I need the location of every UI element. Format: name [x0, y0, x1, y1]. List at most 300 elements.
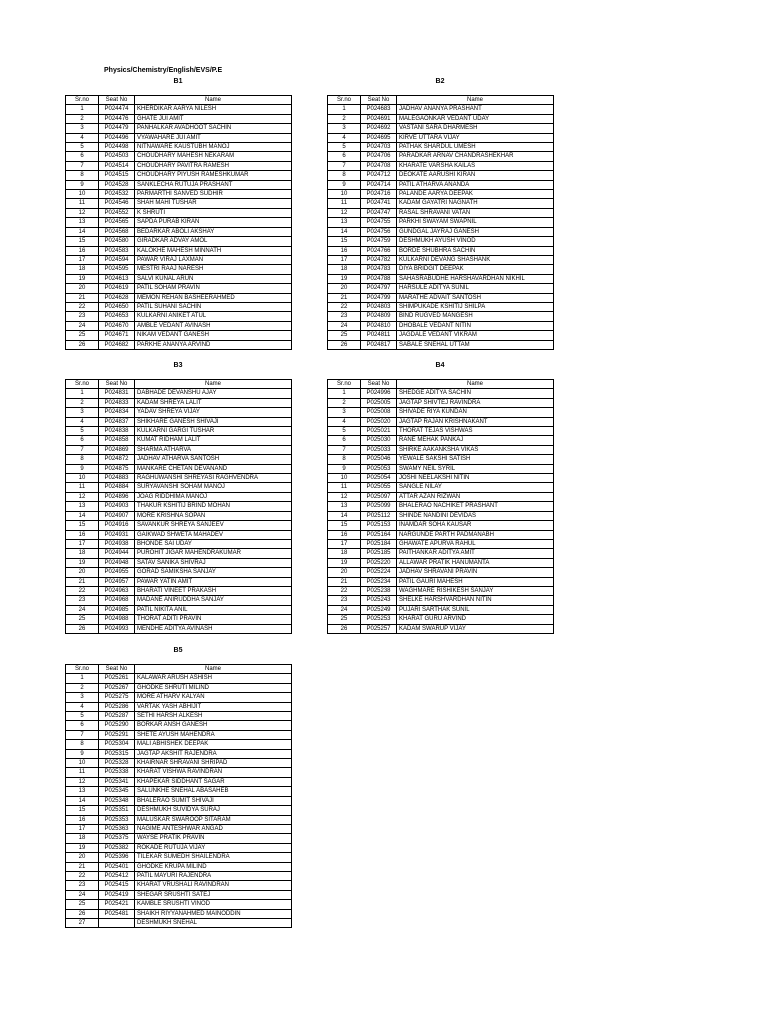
name-cell: KHARAT VISHWA RAVINDRAN	[135, 768, 292, 777]
table-row	[66, 806, 292, 815]
name-cell: NITNAWARE KAUSTUBH MANOJ	[135, 143, 292, 152]
table-row	[328, 596, 554, 605]
srno-header: Sr.no	[66, 380, 99, 389]
srno-cell: 9	[328, 180, 361, 189]
name-cell: THORAT TEJAS VISHWAS	[397, 427, 554, 436]
srno-cell: 6	[66, 152, 99, 161]
table-row	[328, 255, 554, 264]
name-cell: MESTRI RAAJ NARESH	[135, 265, 292, 274]
srno-cell: 17	[66, 824, 99, 833]
name-cell: JAGTAP AKSHIT RAJENDRA	[135, 749, 292, 758]
srno-cell: 23	[66, 881, 99, 890]
name-cell: CHOUDHARY PIYUSH RAMESHKUMAR	[135, 171, 292, 180]
name-cell: PUJARI SARTHAK SUNIL	[397, 605, 554, 614]
srno-cell: 16	[66, 246, 99, 255]
seat-no-cell: P025257	[361, 624, 397, 633]
name-cell: PUROHIT JIGAR MAHENDRAKUMAR	[135, 549, 292, 558]
srno-cell: 1	[328, 105, 361, 114]
seat-no-cell: P024869	[99, 445, 135, 454]
name-cell: MORE KRISHNA SOPAN	[135, 511, 292, 520]
seat-no-cell: P025021	[361, 427, 397, 436]
seat-no-cell: P024883	[99, 474, 135, 483]
table-row	[66, 815, 292, 824]
name-cell: PARKHI SWAYAM SWAPNIL	[397, 218, 554, 227]
name-cell: VASTANI SARA DHARMESH	[397, 124, 554, 133]
srno-cell: 20	[328, 284, 361, 293]
name-cell: RASAL SHRAVANI VATAN	[397, 208, 554, 217]
name-cell: ROKADE RUTUJA VIJAY	[135, 843, 292, 852]
table-row	[328, 114, 554, 123]
seat-no-cell: P025224	[361, 568, 397, 577]
table-row	[328, 340, 554, 349]
table-row	[328, 445, 554, 454]
table-row	[66, 721, 292, 730]
table-row	[66, 749, 292, 758]
table-row	[328, 312, 554, 321]
name-cell: RAGHUWANSHI SHREYASI RAGHVENDRA	[135, 474, 292, 483]
srno-cell: 1	[66, 389, 99, 398]
srno-header: Sr.no	[328, 380, 361, 389]
seat-no-cell: P024985	[99, 605, 135, 614]
srno-cell: 7	[328, 445, 361, 454]
seat-no-cell: P025184	[361, 539, 397, 548]
seat-no-cell: P025382	[99, 843, 135, 852]
seat-no-cell: P024716	[361, 190, 397, 199]
seat-no-cell: P025030	[361, 436, 397, 445]
srno-cell: 18	[66, 265, 99, 274]
table-row	[66, 558, 292, 567]
table-row	[66, 105, 292, 114]
seat-no-cell: P025412	[99, 871, 135, 880]
table-row	[66, 796, 292, 805]
srno-cell: 13	[66, 502, 99, 511]
seat-no-cell: P024799	[361, 293, 397, 302]
seat-no-cell: P025419	[99, 890, 135, 899]
name-cell: PARADKAR ARNAV CHANDRASHEKHAR	[397, 152, 554, 161]
name-cell: WAGHMARE RISHIKESH SANJAY	[397, 586, 554, 595]
table-row	[66, 455, 292, 464]
seat-no-cell: P024756	[361, 227, 397, 236]
srno-cell: 22	[328, 302, 361, 311]
seat-no-cell: P025275	[99, 693, 135, 702]
srno-cell: 21	[66, 293, 99, 302]
table-row	[66, 284, 292, 293]
name-cell: WAYSE PRATIK PRAVIN	[135, 834, 292, 843]
name-cell: BIND RUGVED MANGESH	[397, 312, 554, 321]
table-row	[328, 218, 554, 227]
seat-no-cell: P025008	[361, 408, 397, 417]
seat-no-cell: P024708	[361, 161, 397, 170]
name-cell: NARGUNDE PARTH PADMANABH	[397, 530, 554, 539]
srno-cell: 10	[328, 474, 361, 483]
name-cell: VYAWAHARE JUI AMIT	[135, 133, 292, 142]
srno-cell: 1	[328, 389, 361, 398]
table-row	[328, 624, 554, 633]
name-cell: NIKAM VEDANT GANESH	[135, 331, 292, 340]
seat-no-cell: P024474	[99, 105, 135, 114]
table-row	[66, 464, 292, 473]
srno-cell: 25	[66, 900, 99, 909]
srno-cell: 4	[328, 417, 361, 426]
name-cell: NAGIME ANTESHWAR ANGAD	[135, 824, 292, 833]
block-title: B3	[173, 362, 183, 369]
block-title: B2	[435, 78, 445, 85]
name-cell: JADHAV ANANYA PRASHANT	[397, 105, 554, 114]
name-cell: KUMAT RIDHAM LALIT	[135, 436, 292, 445]
srno-cell: 19	[328, 274, 361, 283]
table-row	[328, 568, 554, 577]
seat-no-cell: P024496	[99, 133, 135, 142]
table-row	[66, 683, 292, 692]
table-row	[66, 227, 292, 236]
table-row	[328, 398, 554, 407]
table-row	[66, 900, 292, 909]
srno-cell: 25	[328, 331, 361, 340]
srno-cell: 21	[66, 577, 99, 586]
table-row	[328, 474, 554, 483]
srno-cell: 12	[328, 208, 361, 217]
table-row	[328, 171, 554, 180]
seat-no-cell: P024580	[99, 237, 135, 246]
srno-cell: 6	[66, 436, 99, 445]
name-cell: BHARATI VINEET PRAKASH	[135, 586, 292, 595]
seat-no-cell: P025053	[361, 464, 397, 473]
name-cell: KADAM SWARUP VIJAY	[397, 624, 554, 633]
table-row	[66, 918, 292, 927]
name-header: Name	[135, 380, 292, 389]
table-row	[66, 871, 292, 880]
seat-no-cell: P025164	[361, 530, 397, 539]
seat-no-cell: P025249	[361, 605, 397, 614]
srno-cell: 16	[66, 530, 99, 539]
name-cell: SHAH MAHI TUSHAR	[135, 199, 292, 208]
name-cell: KULKARNI DEVANG SHASHANK	[397, 255, 554, 264]
seat-no-cell: P024692	[361, 124, 397, 133]
name-cell: JAGTAP RAJAN KRISHNAKANT	[397, 417, 554, 426]
block-title: B1	[173, 78, 183, 85]
srno-cell: 2	[66, 114, 99, 123]
seat-no-cell: P024515	[99, 171, 135, 180]
table-row	[328, 274, 554, 283]
seat-no-cell: P024476	[99, 114, 135, 123]
seat-no-cell: P025415	[99, 881, 135, 890]
table-row	[66, 768, 292, 777]
seat-no-cell: P025315	[99, 749, 135, 758]
name-cell: SHIKHARE GANESH SHIVAJI	[135, 417, 292, 426]
seat-no-cell: P024884	[99, 483, 135, 492]
seat-no-cell: P024788	[361, 274, 397, 283]
name-cell: SALUNKHE SNEHAL ABASAHEB	[135, 787, 292, 796]
seat-no-cell: P025348	[99, 796, 135, 805]
seat-no-cell: P024532	[99, 190, 135, 199]
name-cell: THORAT ADITI PRAVIN	[135, 615, 292, 624]
seat-no-cell: P024691	[361, 114, 397, 123]
seat-no-cell: P024546	[99, 199, 135, 208]
seat-no-cell: P024955	[99, 568, 135, 577]
srno-cell: 15	[328, 237, 361, 246]
name-cell: HARSULE ADITYA SUNIL	[397, 284, 554, 293]
page-heading: Physics/Chemistry/English/EVS/P.E	[104, 67, 223, 74]
seat-no-cell: P025234	[361, 577, 397, 586]
name-cell: PATIL MAYURI RAJENDRA	[135, 871, 292, 880]
name-header: Name	[135, 96, 292, 105]
seat-no-header: Seat No	[361, 96, 397, 105]
seat-no-cell: P025238	[361, 586, 397, 595]
name-header: Name	[397, 380, 554, 389]
table-row	[66, 843, 292, 852]
seat-no-cell: P024783	[361, 265, 397, 274]
name-cell: JAGTAP SHIVTEJ RAVINDRA	[397, 398, 554, 407]
srno-cell: 19	[328, 558, 361, 567]
name-cell: GHODKE SHRUTI MILIND	[135, 683, 292, 692]
block-title: B4	[435, 362, 445, 369]
seat-no-cell: P025005	[361, 398, 397, 407]
seat-no-cell: P025253	[361, 615, 397, 624]
seat-no-cell: P024568	[99, 227, 135, 236]
seat-no-cell: P025338	[99, 768, 135, 777]
srno-cell: 24	[66, 605, 99, 614]
srno-cell: 16	[328, 246, 361, 255]
seat-no-cell: P024875	[99, 464, 135, 473]
srno-cell: 19	[66, 558, 99, 567]
table-row	[66, 492, 292, 501]
name-cell: SETHI HARSH ALKESH	[135, 712, 292, 721]
seat-no-header: Seat No	[361, 380, 397, 389]
name-cell: GHATE JUI AMIT	[135, 114, 292, 123]
name-cell: GUNDGAL JAYRAJ GANESH	[397, 227, 554, 236]
seat-no-cell: P024528	[99, 180, 135, 189]
srno-cell: 9	[66, 180, 99, 189]
table-row	[66, 539, 292, 548]
srno-cell: 4	[66, 417, 99, 426]
srno-cell: 18	[66, 834, 99, 843]
table-row	[66, 199, 292, 208]
srno-cell: 23	[328, 312, 361, 321]
name-cell: DESHMUKH SNEHAL	[135, 918, 292, 927]
block-b4	[327, 362, 553, 634]
name-cell: YADAV SHREYA VIJAY	[135, 408, 292, 417]
name-cell: PATHAK SHARDUL UMESH	[397, 143, 554, 152]
srno-cell: 26	[66, 909, 99, 918]
table-row	[66, 237, 292, 246]
name-cell: KADAM SHREYA LALIT	[135, 398, 292, 407]
name-cell: DIYA BRIDGIT DEEPAK	[397, 265, 554, 274]
seat-no-cell: P025363	[99, 824, 135, 833]
srno-cell: 15	[328, 521, 361, 530]
srno-cell: 6	[328, 436, 361, 445]
table-row	[328, 152, 554, 161]
seat-no-cell: P024896	[99, 492, 135, 501]
srno-cell: 12	[328, 492, 361, 501]
table-row	[66, 152, 292, 161]
table-row	[328, 417, 554, 426]
seat-no-cell: P024903	[99, 502, 135, 511]
name-cell: RANE MEHAK PANKAJ	[397, 436, 554, 445]
table-row	[66, 265, 292, 274]
table-row	[66, 502, 292, 511]
seat-no-cell: P024872	[99, 455, 135, 464]
srno-cell: 13	[66, 218, 99, 227]
name-cell: SHELKE HARSHVARDHAN NITIN	[397, 596, 554, 605]
table-row	[66, 293, 292, 302]
table-row	[66, 474, 292, 483]
name-cell: SHAIKH RIYYANAHMED MAINODDIN	[135, 909, 292, 918]
srno-cell: 18	[328, 549, 361, 558]
srno-cell: 9	[328, 464, 361, 473]
name-cell: YEWALE SAKSHI SATISH	[397, 455, 554, 464]
table-row	[66, 586, 292, 595]
seat-no-cell: P025153	[361, 521, 397, 530]
srno-cell: 20	[66, 568, 99, 577]
srno-cell: 10	[66, 474, 99, 483]
block-title: B5	[173, 647, 183, 654]
name-cell: SHIMPUKADE KSHITIJ SHILPA	[397, 302, 554, 311]
name-cell: GORAD SAMIKSHA SANJAY	[135, 568, 292, 577]
table-row	[66, 312, 292, 321]
name-cell: PAITHANKAR ADITYA AMIT	[397, 549, 554, 558]
name-cell: JADHAV SHRAVANI PRAVIN	[397, 568, 554, 577]
name-cell: MARATHE ADVAIT SANTOSH	[397, 293, 554, 302]
srno-cell: 8	[328, 455, 361, 464]
name-cell: MALI ABHISHEK DEEPAK	[135, 740, 292, 749]
seat-no-cell: P025054	[361, 474, 397, 483]
table-row	[328, 492, 554, 501]
srno-cell: 21	[328, 293, 361, 302]
srno-cell: 8	[328, 171, 361, 180]
name-cell: PARKHE ANANYA ARVIND	[135, 340, 292, 349]
seat-no-cell: P024741	[361, 199, 397, 208]
name-cell: BORDE SHUBHRA SACHIN	[397, 246, 554, 255]
name-cell: ALLAWAR PRATIK HANUMANTA	[397, 558, 554, 567]
table-row	[66, 436, 292, 445]
name-cell: GHAWATE APURVA RAHUL	[397, 539, 554, 548]
srno-cell: 11	[66, 768, 99, 777]
table-row	[66, 521, 292, 530]
srno-cell: 5	[328, 427, 361, 436]
srno-cell: 24	[66, 321, 99, 330]
table-row	[328, 455, 554, 464]
table-row	[66, 398, 292, 407]
seat-no-cell: P025481	[99, 909, 135, 918]
seat-no-cell: P024831	[99, 389, 135, 398]
seat-no-cell: P024479	[99, 124, 135, 133]
seat-no-cell: P024948	[99, 558, 135, 567]
srno-cell: 11	[66, 483, 99, 492]
table-row	[328, 237, 554, 246]
table-row	[66, 389, 292, 398]
srno-cell: 26	[328, 624, 361, 633]
srno-cell: 2	[328, 114, 361, 123]
name-cell: DEOKATE AARUSHI KIRAN	[397, 171, 554, 180]
srno-cell: 10	[66, 759, 99, 768]
table-row	[328, 511, 554, 520]
seat-no-cell: P024834	[99, 408, 135, 417]
srno-cell: 14	[66, 796, 99, 805]
seat-no-cell: P024759	[361, 237, 397, 246]
table-row	[66, 730, 292, 739]
seat-no-cell: P024766	[361, 246, 397, 255]
seat-no-cell: P024837	[99, 417, 135, 426]
name-cell: KIRVE UTTARA VIJAY	[397, 133, 554, 142]
srno-cell: 22	[66, 586, 99, 595]
table-row	[66, 615, 292, 624]
name-cell: KHARAT GURU ARVIND	[397, 615, 554, 624]
seat-no-cell: P025099	[361, 502, 397, 511]
srno-cell: 20	[66, 853, 99, 862]
seat-no-cell: P024703	[361, 143, 397, 152]
name-cell: PATIL NIKITA ANIL	[135, 605, 292, 614]
block-b5	[65, 647, 291, 928]
srno-cell: 22	[66, 871, 99, 880]
srno-cell: 12	[66, 208, 99, 217]
seat-no-cell: P025291	[99, 730, 135, 739]
block-b1	[65, 78, 291, 350]
table-row	[66, 674, 292, 683]
srno-cell: 11	[328, 199, 361, 208]
seat-no-cell: P024811	[361, 331, 397, 340]
name-cell: SAVANKUR SHREYA SANJEEV	[135, 521, 292, 530]
table-row	[66, 890, 292, 899]
seat-no-cell: P025351	[99, 806, 135, 815]
roster-table	[65, 95, 292, 350]
header-row	[66, 665, 292, 674]
srno-cell: 2	[66, 398, 99, 407]
block-b3	[65, 362, 291, 634]
table-row	[328, 331, 554, 340]
seat-no-cell: P025033	[361, 445, 397, 454]
srno-cell: 18	[66, 549, 99, 558]
name-cell: BHALERAO SUMIT SHIVAJI	[135, 796, 292, 805]
srno-cell: 14	[66, 511, 99, 520]
table-row	[66, 824, 292, 833]
seat-no-cell: P024988	[99, 615, 135, 624]
table-row	[328, 408, 554, 417]
table-row	[66, 596, 292, 605]
srno-cell: 5	[66, 712, 99, 721]
table-row	[66, 124, 292, 133]
seat-no-cell: P025220	[361, 558, 397, 567]
name-cell: KALAWAR ARUSH ASHISH	[135, 674, 292, 683]
srno-cell: 25	[66, 331, 99, 340]
srno-cell: 7	[66, 445, 99, 454]
name-cell: SHEDGE ADITYA SACHIN	[397, 389, 554, 398]
srno-cell: 5	[66, 143, 99, 152]
srno-cell: 7	[66, 161, 99, 170]
srno-cell: 17	[66, 539, 99, 548]
srno-cell: 4	[66, 702, 99, 711]
srno-cell: 17	[328, 255, 361, 264]
table-row	[328, 161, 554, 170]
seat-no-cell: P025341	[99, 777, 135, 786]
name-cell: KHARAT VRUSHALI RAVINDRAN	[135, 881, 292, 890]
srno-cell: 13	[328, 502, 361, 511]
srno-cell: 3	[66, 693, 99, 702]
name-cell: SHETE AYUSH MAHENDRA	[135, 730, 292, 739]
name-cell: JOSHI NEELAKSHI NITIN	[397, 474, 554, 483]
name-cell: MALEGAONKAR VEDANT UDAY	[397, 114, 554, 123]
name-cell: PATIL SOHAM PRAVIN	[135, 284, 292, 293]
name-cell: BEDARKAR ABOLI AKSHAY	[135, 227, 292, 236]
seat-no-cell: P025055	[361, 483, 397, 492]
table-row	[66, 483, 292, 492]
table-row	[328, 577, 554, 586]
table-row	[66, 417, 292, 426]
name-cell: DHOBALE VEDANT NITIN	[397, 321, 554, 330]
table-row	[66, 161, 292, 170]
table-row	[328, 105, 554, 114]
srno-cell: 15	[66, 237, 99, 246]
table-row	[66, 208, 292, 217]
